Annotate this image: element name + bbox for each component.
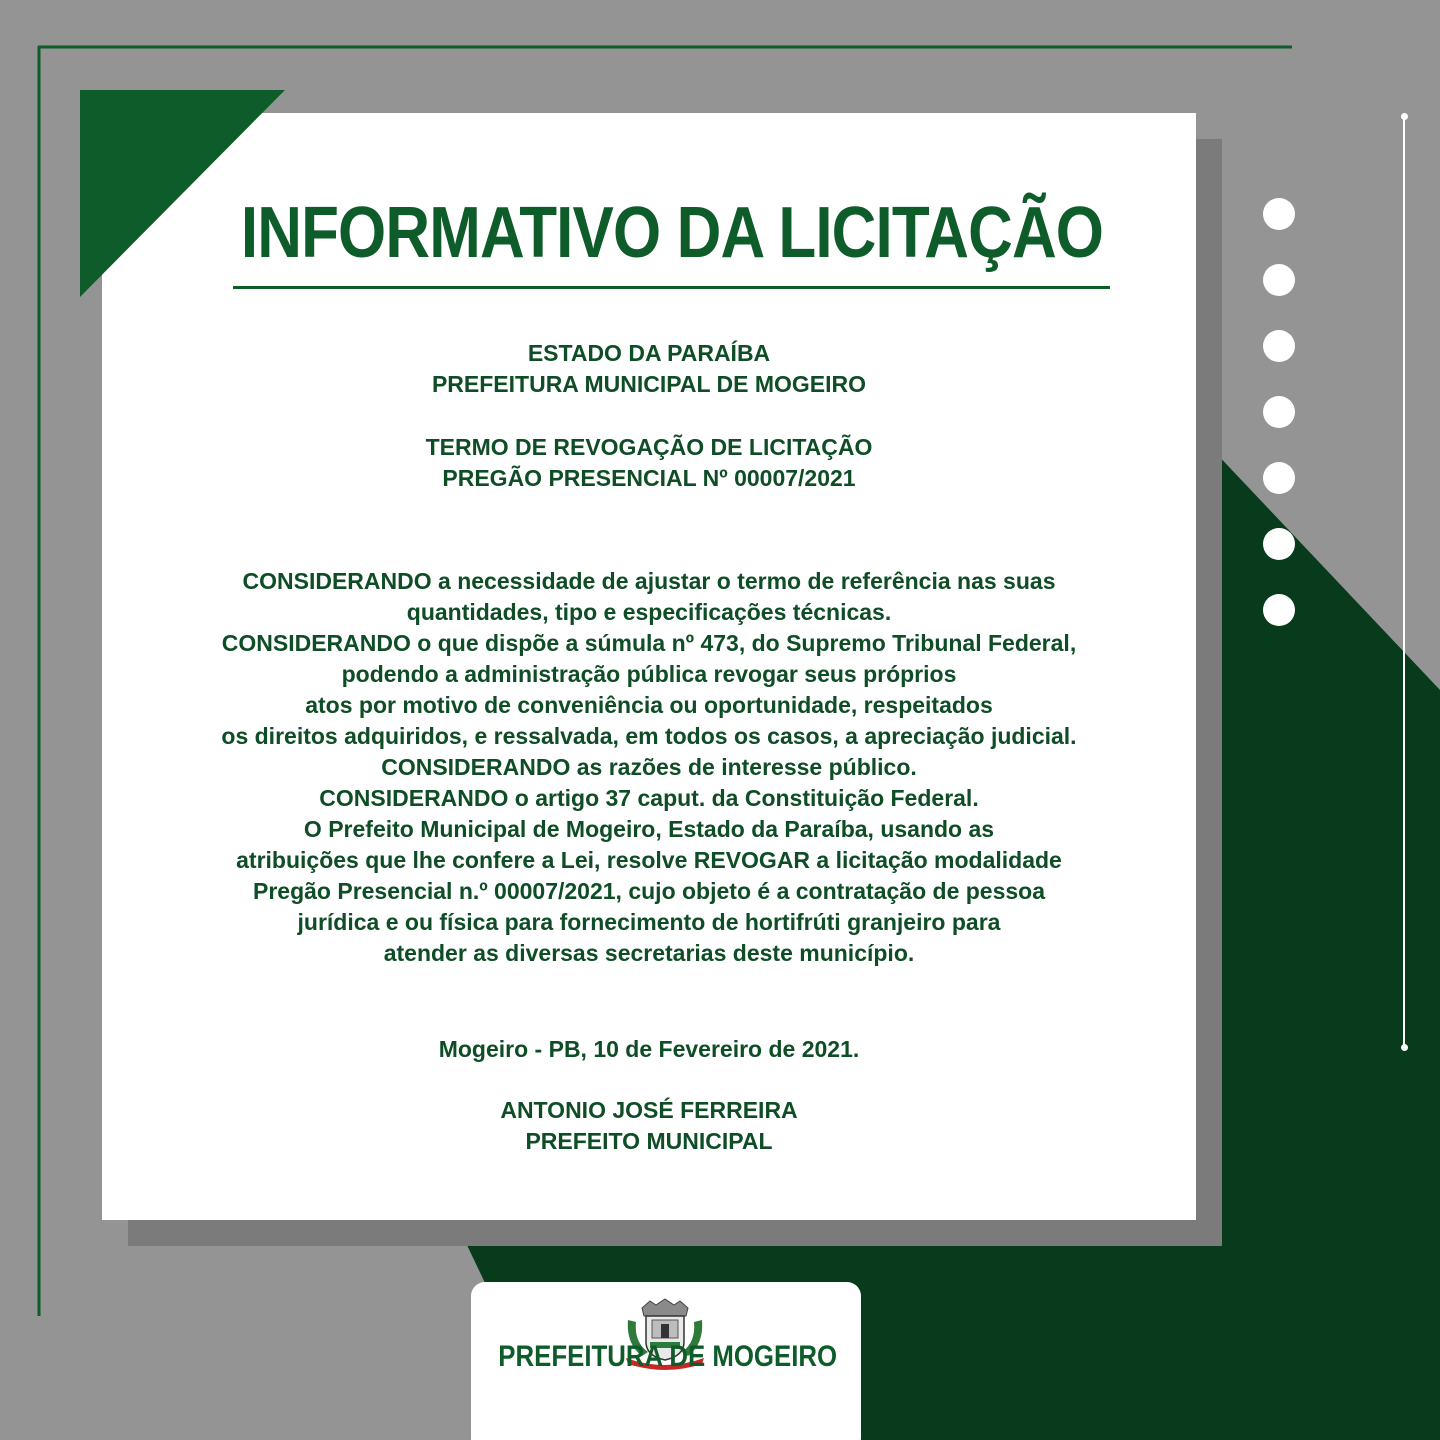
dot-icon: [1263, 330, 1295, 362]
page-title: INFORMATIVO DA LICITAÇÃO: [240, 193, 1104, 273]
document-type: TERMO DE REVOGAÇÃO DE LICITAÇÃO: [425, 434, 873, 460]
body-text: [102, 566, 1196, 969]
dot-icon: [1263, 594, 1295, 626]
body-line: atos por motivo de conveniência ou oportunidade, respeitados: [305, 692, 993, 718]
issuer-prefecture: PREFEITURA MUNICIPAL DE MOGEIRO: [431, 371, 867, 397]
line-end-dot-icon: [1401, 113, 1408, 120]
date-line: Mogeiro - PB, 10 de Fevereiro de 2021.: [438, 1036, 860, 1062]
body-line: CONSIDERANDO as razões de interesse público.: [381, 754, 917, 780]
body-line: O Prefeito Municipal de Mogeiro, Estado da Paraíba, usando as: [303, 816, 995, 842]
title-underline: [233, 286, 1110, 289]
document-heading: [102, 432, 1196, 494]
body-line: CONSIDERANDO a necessidade de ajustar o termo de referência nas suas: [242, 568, 1056, 594]
body-line: podendo a administração pública revogar seus próprios: [341, 661, 957, 687]
decorative-dots: [1263, 198, 1297, 660]
issuer-state: ESTADO DA PARAÍBA: [527, 340, 771, 366]
body-line: atribuições que lhe confere a Lei, resolve REVOGAR a licitação modalidade: [236, 847, 1062, 873]
dot-icon: [1263, 264, 1295, 296]
signature-block: [102, 1095, 1196, 1157]
document-process: PREGÃO PRESENCIAL Nº 00007/2021: [442, 465, 856, 491]
body-line: CONSIDERANDO o que dispõe a súmula nº 473, do Supremo Tribunal Federal,: [221, 630, 1077, 656]
body-line: os direitos adquiridos, e ressalvada, em todos os casos, a apreciação judicial.: [221, 723, 1077, 749]
dot-icon: [1263, 528, 1295, 560]
issuer-block: [102, 338, 1196, 400]
right-vertical-line: [1403, 116, 1405, 1048]
footer-label: PREFEITURA DE MOGEIRO: [498, 1340, 838, 1373]
body-line: atender as diversas secretarias deste município.: [383, 940, 915, 966]
line-end-dot-icon: [1401, 1044, 1408, 1051]
dot-icon: [1263, 198, 1295, 230]
body-line: quantidades, tipo e especificações técnicas.: [406, 599, 892, 625]
dot-icon: [1263, 462, 1295, 494]
body-line: CONSIDERANDO o artigo 37 caput. da Constituição Federal.: [319, 785, 979, 811]
body-line: jurídica e ou física para fornecimento de hortifrúti granjeiro para: [297, 909, 1001, 935]
signature-name: ANTONIO JOSÉ FERREIRA: [500, 1097, 798, 1123]
body-line: Pregão Presencial n.º 00007/2021, cujo objeto é a contratação de pessoa: [252, 878, 1046, 904]
signature-role: PREFEITO MUNICIPAL: [525, 1128, 773, 1154]
dot-icon: [1263, 396, 1295, 428]
